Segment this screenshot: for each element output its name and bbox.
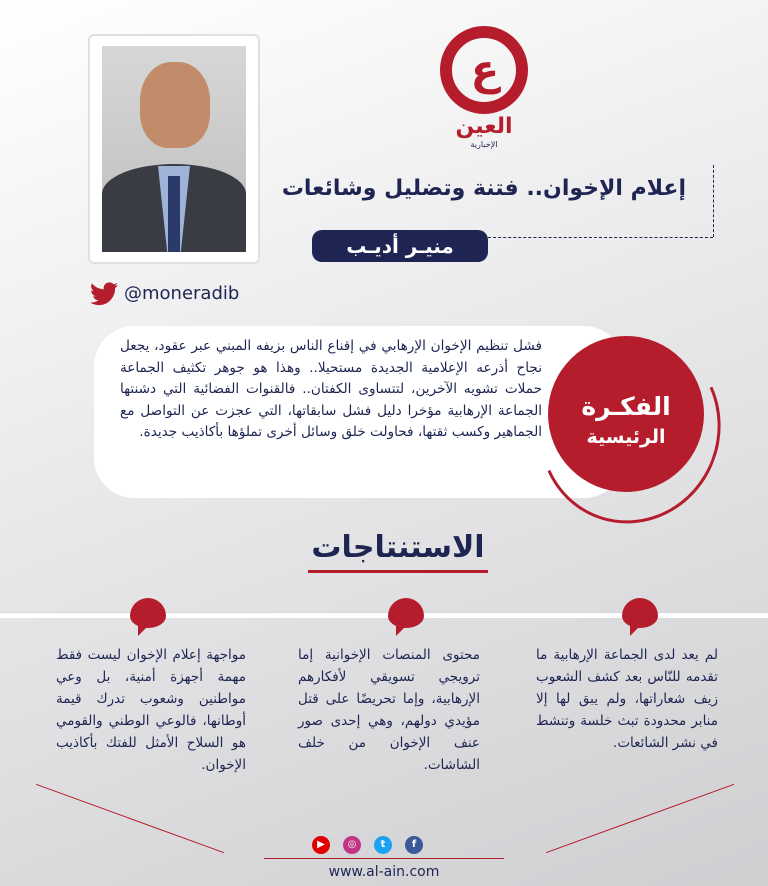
youtube-icon[interactable]: ▶ bbox=[312, 836, 330, 854]
conclusion-item: مواجهة إعلام الإخوان ليست فقط مهمة أجهزة أمنية، بل وعي مواطنين وشعوب تدرك قيمة أوطانها، فالوعي الوطني والقومي هو السلاح الأمثل للفتك بأكاذيب الإخوان. bbox=[56, 647, 246, 773]
main-idea-label-line1: الفكـرة bbox=[581, 392, 671, 421]
conclusions-underline bbox=[308, 570, 488, 573]
main-idea-label-line2: الرئيسية bbox=[586, 426, 666, 448]
portrait-head bbox=[140, 62, 210, 148]
brand-subtitle: الإخبارية bbox=[470, 140, 498, 149]
conclusion-item: محتوى المنصات الإخوانية إما ترويجي تسويقي لأفكارهم الإرهابية، وإما تحريضًا على قتل مؤيدي دولهم، وهي إحدى صور عنف الإخوان من خلف الشاشات. bbox=[298, 647, 480, 773]
conclusion-item: لم يعد لدى الجماعة الإرهابية ما تقدمه للنّاس بعد كشف الشعوب زيف شعاراتها، ولم يبق لها إلا منابر محدودة تبث خلسة وتنشط في نشر الشائعات. bbox=[536, 647, 718, 751]
title-divider-vertical bbox=[713, 165, 714, 237]
author-name-badge: منيـر أديـب bbox=[312, 230, 488, 262]
speech-bubble-tail-icon bbox=[630, 624, 642, 636]
twitter-bird-icon bbox=[90, 282, 118, 306]
speech-bubble-tail-icon bbox=[396, 624, 408, 636]
brand-name: العين bbox=[455, 114, 513, 139]
speech-bubble-icon bbox=[622, 598, 658, 628]
speech-bubble-tail-icon bbox=[138, 624, 150, 636]
article-title: إعلام الإخوان.. فتنة وتضليل وشائعات bbox=[281, 176, 686, 201]
footer-accent-line-right bbox=[546, 784, 734, 853]
speech-bubble-icon bbox=[388, 598, 424, 628]
conclusions-heading: الاستنتاجات bbox=[311, 530, 485, 565]
twitter-handle: @moneradib bbox=[124, 283, 240, 304]
speech-bubble-icon bbox=[130, 598, 166, 628]
footer-accent-line-left bbox=[36, 784, 224, 853]
footer-divider bbox=[264, 858, 504, 859]
portrait-tie bbox=[168, 176, 180, 252]
author-portrait bbox=[102, 46, 246, 252]
author-photo bbox=[90, 36, 258, 262]
brand-logo-glyph: ع bbox=[470, 45, 500, 94]
twitter-icon[interactable]: t bbox=[374, 836, 392, 854]
main-idea-text: فشل تنظيم الإخوان الإرهابي في إقناع الناس بزيفه المبني عبر عقود، يجعل نجاح أذرعه الإعلامية الجديدة مستحيلا.. وهذا هو جوهر تكثيف الجماعة حملات تشويه الآخرين، لتتساوى الكفتان.. فالقنوات الفضائية التي دشنتها الجماعة الإرهابية مؤخرا دليل فشل سابقاتها، التي عجزت عن التواصل مع الجماهير وكسب ثقتها، فحاولت خلق وسائل أخرى تملؤها بأكاذيب جديدة. bbox=[120, 338, 542, 440]
instagram-icon[interactable]: ◎ bbox=[343, 836, 361, 854]
facebook-icon[interactable]: f bbox=[405, 836, 423, 854]
title-divider-horizontal bbox=[488, 237, 713, 238]
website-link[interactable]: www.al-ain.com bbox=[328, 864, 440, 880]
